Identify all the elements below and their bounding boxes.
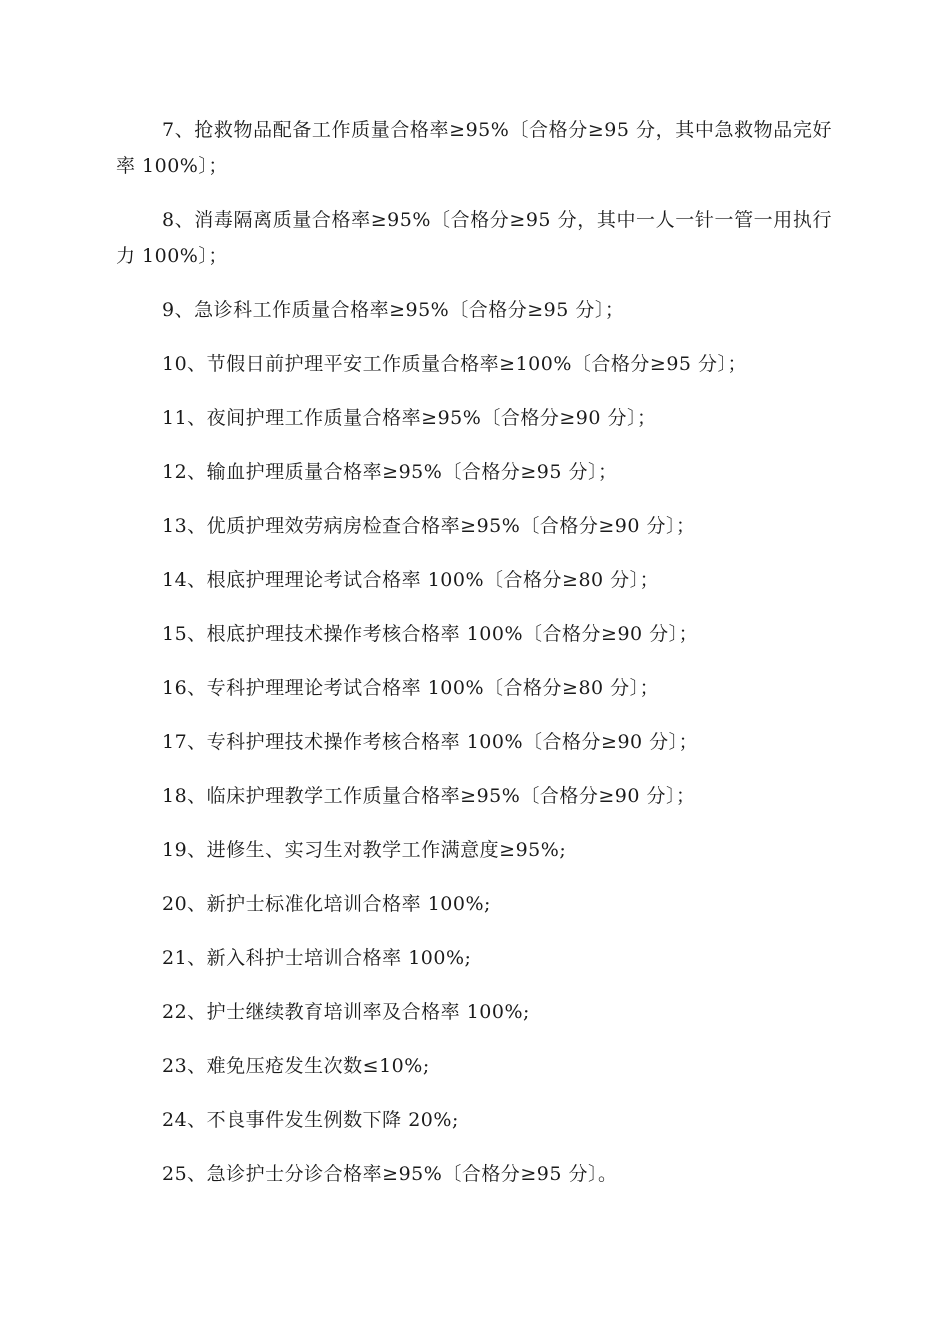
list-item: 25、急诊护士分诊合格率≥95%〔合格分≥95 分〕。 [162, 1163, 618, 1185]
list-item: 20、新护士标准化培训合格率 100%; [162, 893, 491, 915]
list-item: 21、新入科护士培训合格率 100%; [162, 947, 472, 969]
list-item: 17、专科护理技术操作考核合格率 100%〔合格分≥90 分〕； [162, 731, 699, 753]
list-item: 11、夜间护理工作质量合格率≥95%〔合格分≥90 分〕； [162, 407, 657, 429]
list-item: 24、不良事件发生例数下降 20%; [162, 1109, 459, 1131]
list-item: 14、根底护理理论考试合格率 100%〔合格分≥80 分〕； [162, 569, 660, 591]
list-item: 7、抢救物品配备工作质量合格率≥95%〔合格分≥95 分，其中急救物品完好率 100%〕； [116, 119, 832, 177]
list-item: 10、节假日前护理平安工作质量合格率≥100%〔合格分≥95 分〕； [162, 353, 748, 375]
list-item: 23、难免压疮发生次数≤10%; [162, 1055, 430, 1077]
list-item: 22、护士继续教育培训率及合格率 100%; [162, 1001, 530, 1023]
list-item: 12、输血护理质量合格率≥95%〔合格分≥95 分〕； [162, 461, 618, 483]
list-item: 15、根底护理技术操作考核合格率 100%〔合格分≥90 分〕； [162, 623, 699, 645]
list-item: 8、消毒隔离质量合格率≥95%〔合格分≥95 分，其中一人一针一管一用执行力 100%〕； [116, 209, 832, 267]
list-item: 19、进修生、实习生对教学工作满意度≥95%; [162, 839, 567, 861]
list-item: 18、临床护理教学工作质量合格率≥95%〔合格分≥90 分〕； [162, 785, 696, 807]
list-item: 9、急诊科工作质量合格率≥95%〔合格分≥95 分〕； [162, 299, 625, 321]
list-item: 13、优质护理效劳病房检查合格率≥95%〔合格分≥90 分〕； [162, 515, 696, 537]
list-item: 16、专科护理理论考试合格率 100%〔合格分≥80 分〕； [162, 677, 660, 699]
